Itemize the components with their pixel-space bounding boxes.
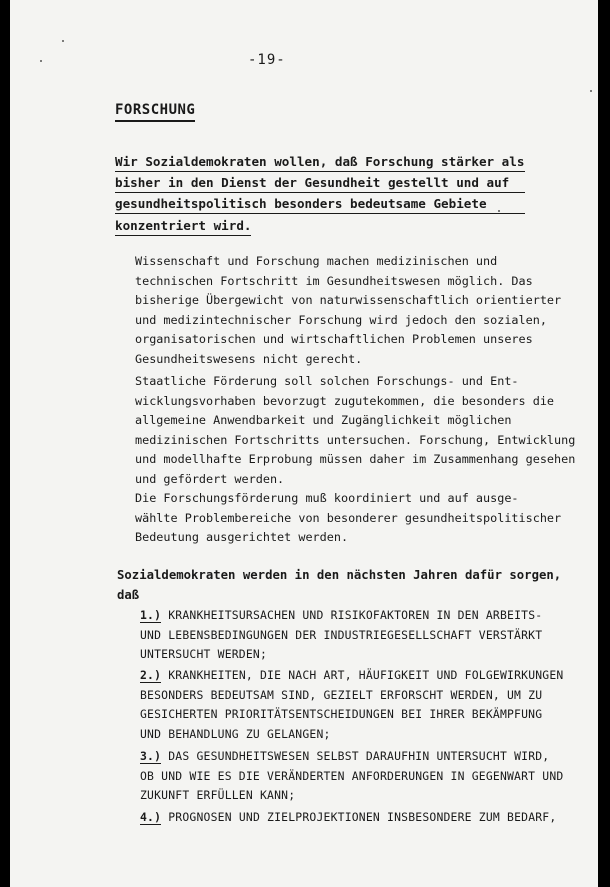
intro-line: Wir Sozialdemokraten wollen, daß Forschung stärker als [115, 153, 525, 172]
item-number: 1.) [140, 608, 162, 622]
list-item-line: GESICHERTEN PRIORITÄTSENTSCHEIDUNGEN BEI IHRER BEKÄMPFUNG [140, 707, 543, 721]
scan-speck [62, 40, 64, 42]
paragraph-line: Die Forschungsförderung muß koordiniert und auf ausge- [135, 491, 519, 505]
list-item [140, 808, 580, 828]
item-number: 2.) [140, 668, 162, 682]
scan-speck [40, 60, 42, 62]
item-text: KRANKHEITEN, DIE NACH ART, HÄUFIGKEIT UND FOLGEWIRKUNGEN [161, 668, 564, 682]
paragraph-line: organisatorischen und wirtschaftlichen Problemen unseres [135, 332, 533, 346]
paragraph-line: und medizintechnischer Forschung wird jedoch den sozialen, [135, 312, 547, 327]
list-item-line: ZUKUNFT ERFÜLLEN KANN; [140, 788, 296, 802]
list-item-line: OB UND WIE ES DIE VERÄNDERTEN ANFORDERUNGEN IN GEGENWART UND [140, 768, 564, 783]
document-page [10, 0, 600, 887]
page-number: -19- [248, 52, 286, 68]
paragraph-3 [135, 489, 585, 548]
paragraph-line: medizinischen Fortschritts untersuchen. Forschung, Entwicklung [135, 432, 576, 447]
lead-sentence [117, 565, 561, 605]
paragraph-line: allgemeine Anwendbarkeit und Zugänglichkeit möglichen [135, 413, 512, 427]
scan-speck [590, 90, 592, 92]
item-text: PROGNOSEN UND ZIELPROJEKTIONEN INSBESONDERE ZUM BEDARF, [161, 810, 557, 824]
list-item-line [140, 808, 580, 828]
list-item-line: UNTERSUCHT WERDEN; [140, 647, 268, 661]
lead-line: daß [117, 588, 140, 602]
paragraph-line: Gesundheitswesens nicht gerecht. [135, 351, 363, 366]
paragraph-line: technischen Fortschritt im Gesundheitswesen möglich. Das [135, 273, 533, 288]
list-item [140, 606, 580, 665]
list-item-line [140, 747, 580, 767]
intro-line: konzentriert wird. [115, 217, 251, 236]
paragraph-line: bisherige Übergewicht von naturwissenschaftlich orientierter [135, 293, 562, 307]
paragraph-line: wählte Problembereiche von besonderer gesundheitspolitischer [135, 510, 562, 525]
list-item [140, 747, 580, 806]
list-item-line [140, 666, 580, 686]
item-number: 4.) [140, 810, 162, 824]
paragraph-line: Staatliche Förderung soll solchen Forschungs- und Ent- [135, 374, 519, 388]
paragraph-line: wicklungsvorhaben bevorzugt zugutekommen, die besonders die [135, 393, 555, 408]
paragraph-line: und modellhafte Erprobung müssen daher im Zusammenhang gesehen [135, 452, 576, 466]
scan-speck [498, 210, 500, 212]
paragraph-1 [135, 252, 585, 369]
paragraph-line: und gefördert werden. [135, 471, 285, 486]
intro-line: gesundheitspolitisch besonders bedeutsame Gebiete [115, 195, 525, 214]
paragraph-2 [135, 372, 585, 489]
list-item [140, 666, 580, 744]
list-item-line: BESONDERS BEDEUTSAM SIND, GEZIELT ERFORSCHT WERDEN, UM ZU [140, 687, 543, 702]
list-item-line: UND BEHANDLUNG ZU GELANGEN; [140, 726, 331, 741]
section-heading: FORSCHUNG [115, 102, 195, 122]
paragraph-line: Bedeutung ausgerichtet werden. [135, 530, 349, 544]
paragraph-line: Wissenschaft und Forschung machen medizinischen und [135, 254, 498, 268]
item-text: KRANKHEITSURSACHEN UND RISIKOFAKTOREN IN DEN ARBEITS- [161, 608, 543, 622]
intro-line: bisher in den Dienst der Gesundheit gestellt und auf [115, 174, 525, 193]
lead-line: Sozialdemokraten werden in den nächsten Jahren dafür sorgen, [117, 568, 562, 582]
item-text: DAS GESUNDHEITSWESEN SELBST DARAUFHIN UNTERSUCHT WIRD, [161, 749, 550, 763]
item-number: 3.) [140, 749, 162, 763]
list-item-line: UND LEBENSBEDINGUNGEN DER INDUSTRIEGESELLSCHAFT VERSTÄRKT [140, 627, 543, 642]
intro-statement [115, 153, 525, 238]
list-item-line [140, 606, 580, 626]
scan-edge [598, 0, 610, 887]
